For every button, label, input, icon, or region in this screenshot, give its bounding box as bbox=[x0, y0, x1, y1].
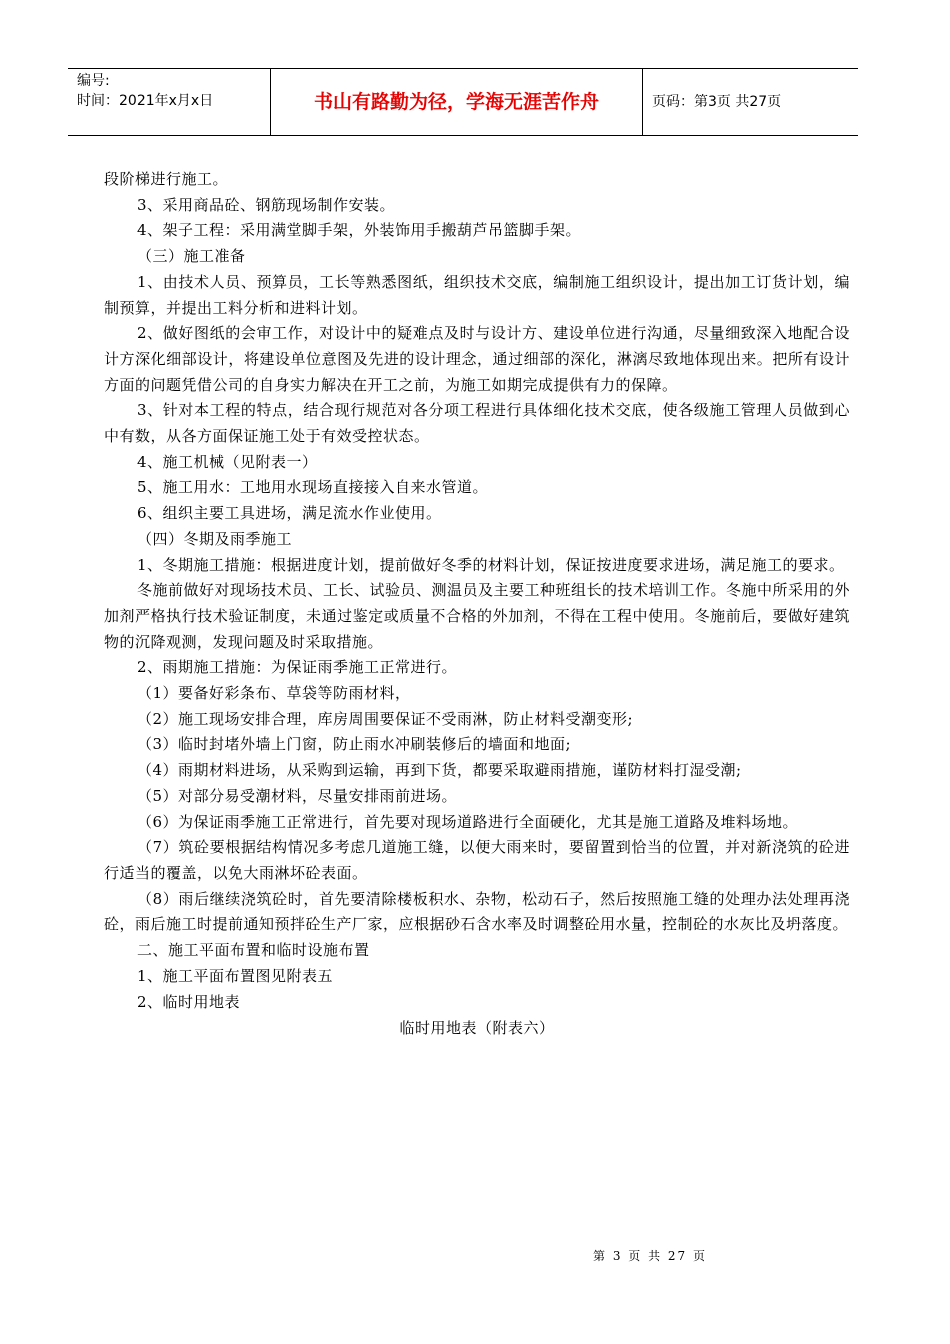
document-time-label: 时间：2021年x月x日 bbox=[77, 93, 214, 109]
section-heading: （三）施工准备 bbox=[137, 247, 246, 266]
paragraph: 2、雨期施工措施：为保证雨季施工正常进行。 bbox=[137, 658, 458, 677]
paragraph: 4、施工机械（见附表一） bbox=[137, 452, 318, 471]
section-heading: 二、施工平面布置和临时设施布置 bbox=[137, 941, 370, 960]
paragraph: 6、组织主要工具进场，满足流水作业使用。 bbox=[137, 504, 442, 523]
header-page-number: 页码：第3页 共27页 bbox=[652, 94, 782, 110]
paragraph: 1、施工平面布置图见附表五 bbox=[137, 966, 334, 985]
list-item: （8）雨后继续浇筑砼时，首先要清除楼板积水、杂物，松动石子，然后按照施工缝的处理办法处理再浇砼，雨后施工时提前通知预拌砼生产厂家，应根据砂石含水率及时调整砼用水量，控制砼的水灰比及坍落度。 bbox=[104, 889, 850, 934]
paragraph: 4、架子工程：采用满堂脚手架，外装饰用手搬葫芦吊篮脚手架。 bbox=[137, 221, 582, 240]
paragraph: 3、采用商品砼、钢筋现场制作安装。 bbox=[137, 195, 396, 214]
paragraph: 2、临时用地表 bbox=[137, 992, 241, 1011]
paragraph: 2、做好图纸的会审工作，对设计中的疑难点及时与设计方、建设单位进行沟通，尽量细致深入地配合设计方深化细部设计，将建设单位意图及先进的设计理念，通过细部的深化，淋漓尽致地体现出来。把所有设计方面的问题凭借公司的自身实力解决在开工之前，为施工如期完成提供有力的保障。 bbox=[104, 324, 850, 394]
paragraph: 5、施工用水：工地用水现场直接接入自来水管道。 bbox=[137, 478, 489, 497]
paragraph: 段阶梯进行施工。 bbox=[104, 170, 229, 188]
list-item: （3）临时封堵外墙上门窗，防止雨水冲刷装修后的墙面和地面; bbox=[137, 735, 572, 754]
paragraph: 冬施前做好对现场技术员、工长、试验员、测温员及主要工种班组长的技术培训工作。冬施中所采用的外加剂严格执行技术验证制度，未通过鉴定或质量不合格的外加剂，不得在工程中使用。冬施前后，要做好建筑物的沉降观测，发现问题及时采取措施。 bbox=[104, 581, 851, 651]
table-caption: 临时用地表（附表六） bbox=[399, 1019, 555, 1038]
header-motto: 书山有路勤为径，学海无涯苦作舟 bbox=[271, 69, 643, 135]
section-heading: （四）冬期及雨季施工 bbox=[137, 529, 293, 548]
document-number-label: 编号: bbox=[77, 73, 110, 89]
document-body bbox=[104, 167, 850, 1042]
page-footer bbox=[0, 1247, 950, 1264]
footer-page-number: 第 3 页 共 27 页 bbox=[593, 1249, 707, 1263]
paragraph: 1、冬期施工措施：根据进度计划，提前做好冬季的材料计划，保证按进度要求进场，满足施工的要求。 bbox=[137, 555, 845, 574]
paragraph: 1、由技术人员、预算员，工长等熟悉图纸，组织技术交底，编制施工组织设计，提出加工订货计划，编制预算，并提出工料分析和进料计划。 bbox=[104, 272, 850, 317]
list-item: （2）施工现场安排合理，库房周围要保证不受雨淋，防止材料受潮变形; bbox=[137, 709, 634, 728]
page-header bbox=[68, 68, 858, 136]
list-item: （1）要备好彩条布、草袋等防雨材料， bbox=[137, 684, 411, 703]
paragraph: 3、针对本工程的特点，结合现行规范对各分项工程进行具体细化技术交底，使各级施工管理人员做到心中有数，从各方面保证施工处于有效受控状态。 bbox=[104, 401, 850, 446]
list-item: （7）筑砼要根据结构情况多考虑几道施工缝，以便大雨来时，要留置到恰当的位置，并对新浇筑的砼进行适当的覆盖，以免大雨淋坏砼表面。 bbox=[104, 838, 850, 882]
list-item: （4）雨期材料进场，从采购到运输，再到下货，都要采取避雨措施，谨防材料打湿受潮; bbox=[137, 761, 742, 780]
list-item: （5）对部分易受潮材料，尽量安排雨前进场。 bbox=[137, 786, 458, 805]
list-item: （6）为保证雨季施工正常进行，首先要对现场道路进行全面硬化，尤其是施工道路及堆料场地。 bbox=[137, 812, 799, 831]
header-info bbox=[68, 69, 271, 135]
